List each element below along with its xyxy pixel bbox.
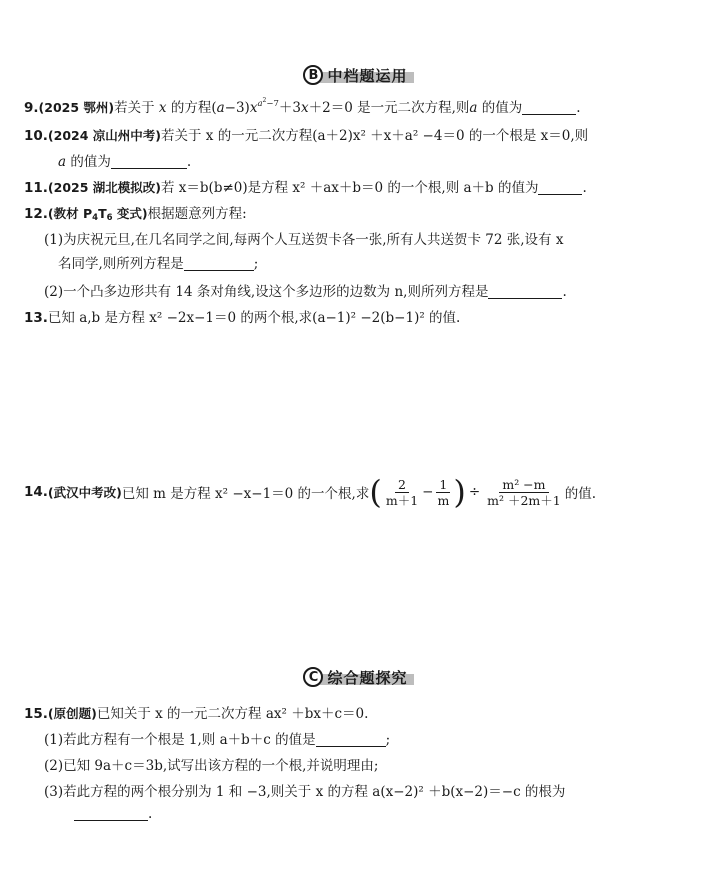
q10-line2-text: 的值为	[66, 154, 111, 170]
q12-number: 12.	[24, 206, 48, 222]
q15-number: 15.	[24, 706, 48, 722]
section-c-title: 综合题探究	[327, 668, 408, 687]
q12-text: 根据题意列方程:	[147, 206, 247, 222]
q14-text-b: 的值.	[564, 486, 597, 502]
q11-source: (2025 湖北模拟改)	[47, 180, 161, 195]
section-c-badge: C	[303, 667, 323, 687]
q12-part2-text: (2)一个凸多边形共有 14 条对角线,设这个多边形的边数为 n,则所列方程是	[44, 284, 489, 300]
question-10	[24, 124, 588, 144]
q9-answer-blank[interactable]	[522, 100, 576, 115]
q10-number: 10.	[24, 128, 48, 144]
q15-part1	[44, 728, 390, 748]
q15-part2: (2)已知 9a＋c＝3b,试写出该方程的一个根,并说明理由;	[44, 758, 379, 774]
q12-part1-text: 名同学,则所列方程是	[58, 256, 184, 272]
q10-answer-blank[interactable]	[111, 154, 187, 169]
q14-source: (武汉中考改)	[47, 485, 122, 500]
q11-end: .	[582, 180, 587, 196]
question-9	[24, 96, 581, 116]
q14-left-paren: (	[369, 473, 382, 511]
q10-var-a: a	[58, 154, 67, 170]
q14-number: 14.	[24, 484, 48, 500]
q14-fraction-3: $\frac{\text{m² −m}}{\text{m² ＋2m＋1}}$	[487, 476, 561, 508]
q10-line1: 若关于 x 的一元二次方程(a＋2)x² ＋x＋a² −4＝0 的一个根是 x＝0,则	[161, 128, 589, 144]
q15-part3-end: .	[148, 806, 153, 822]
q15-source: (原创题)	[47, 706, 97, 721]
q11-text: 若 x＝b(b≠0)是方程 x² ＋ax＋b＝0 的一个根,则 a＋b 的值为	[161, 180, 539, 196]
q10-end: .	[186, 154, 192, 170]
q12-part1-end: ;	[253, 256, 259, 272]
question-11	[24, 176, 587, 196]
q9-source: (2025 鄂州)	[38, 100, 115, 115]
q14-right-paren: )	[453, 473, 466, 511]
q9-var-x: x	[158, 100, 167, 116]
q12-part1-line1: (1)为庆祝元旦,在几名同学之间,每两个人互送贺卡各一张,所有人共送贺卡 72 张,设有 x	[44, 232, 564, 248]
q14-fraction-1: $\frac{2}{m+1}$	[385, 476, 419, 508]
q9-text-d: ＋3	[278, 100, 301, 116]
question-14	[24, 473, 597, 511]
q14-fraction-2: $\frac{1}{m}$	[437, 476, 450, 508]
q15-part3: (3)若此方程的两个根分别为 1 和 −3,则关于 x 的方程 a(x−2)² ＋b(x−2)＝−c 的根为	[44, 784, 566, 800]
section-b-title: 中档题运用	[327, 66, 408, 85]
q9-text-e: ＋2＝0 是一元二次方程,则	[308, 100, 470, 116]
q12-part2-blank[interactable]	[488, 284, 562, 299]
q12-part1-line2	[58, 252, 258, 272]
section-c-header	[0, 664, 711, 690]
q9-text-b: 的方程(	[166, 100, 217, 116]
q9-end: .	[576, 100, 581, 116]
q10-source: (2024 凉山州中考)	[47, 128, 161, 143]
q14-divide: ÷	[468, 484, 481, 500]
question-13	[24, 306, 460, 326]
section-b-header	[0, 62, 711, 88]
q15-text: 已知关于 x 的一元二次方程 ax² ＋bx＋c＝0.	[96, 706, 369, 722]
q13-text: 已知 a,b 是方程 x² −2x−1＝0 的两个根,求(a−1)² −2(b−1)² 的值.	[47, 310, 461, 326]
q14-text-a: 已知 m 是方程 x² −x−1＝0 的一个根,求	[121, 486, 370, 502]
q15-part3-answer	[74, 806, 152, 822]
q15-part3-blank[interactable]	[74, 806, 148, 821]
section-b-badge: B	[303, 65, 323, 85]
q9-var-x3: x	[300, 100, 309, 116]
q9-text-c: −3)	[224, 100, 250, 116]
q9-var-a: a	[216, 100, 225, 116]
q15-part1-end: ;	[385, 732, 391, 748]
question-15	[24, 702, 368, 722]
question-12	[24, 202, 247, 223]
q12-source: (教材 $P_4T_6$ 变式)	[47, 206, 148, 223]
q15-part1-blank[interactable]	[316, 732, 386, 747]
q9-text-f: 的值为	[477, 100, 523, 116]
q11-answer-blank[interactable]	[538, 180, 582, 195]
q15-part1-text: (1)若此方程有一个根是 1,则 a＋b＋c 的值是	[44, 732, 316, 748]
q9-var-x2: x	[249, 100, 258, 116]
q9-text-a: 若关于	[114, 100, 155, 116]
q12-part2	[44, 280, 567, 300]
q12-part1-blank[interactable]	[184, 256, 254, 271]
q11-number: 11.	[24, 180, 48, 196]
q12-part2-end: .	[562, 284, 567, 300]
q9-exponent: a2−7	[257, 97, 279, 109]
q9-number: 9.	[24, 100, 39, 116]
q9-var-a2: a	[469, 100, 478, 116]
q13-number: 13.	[24, 310, 48, 326]
question-10-line2	[58, 150, 191, 170]
q14-minus: −	[422, 484, 434, 500]
